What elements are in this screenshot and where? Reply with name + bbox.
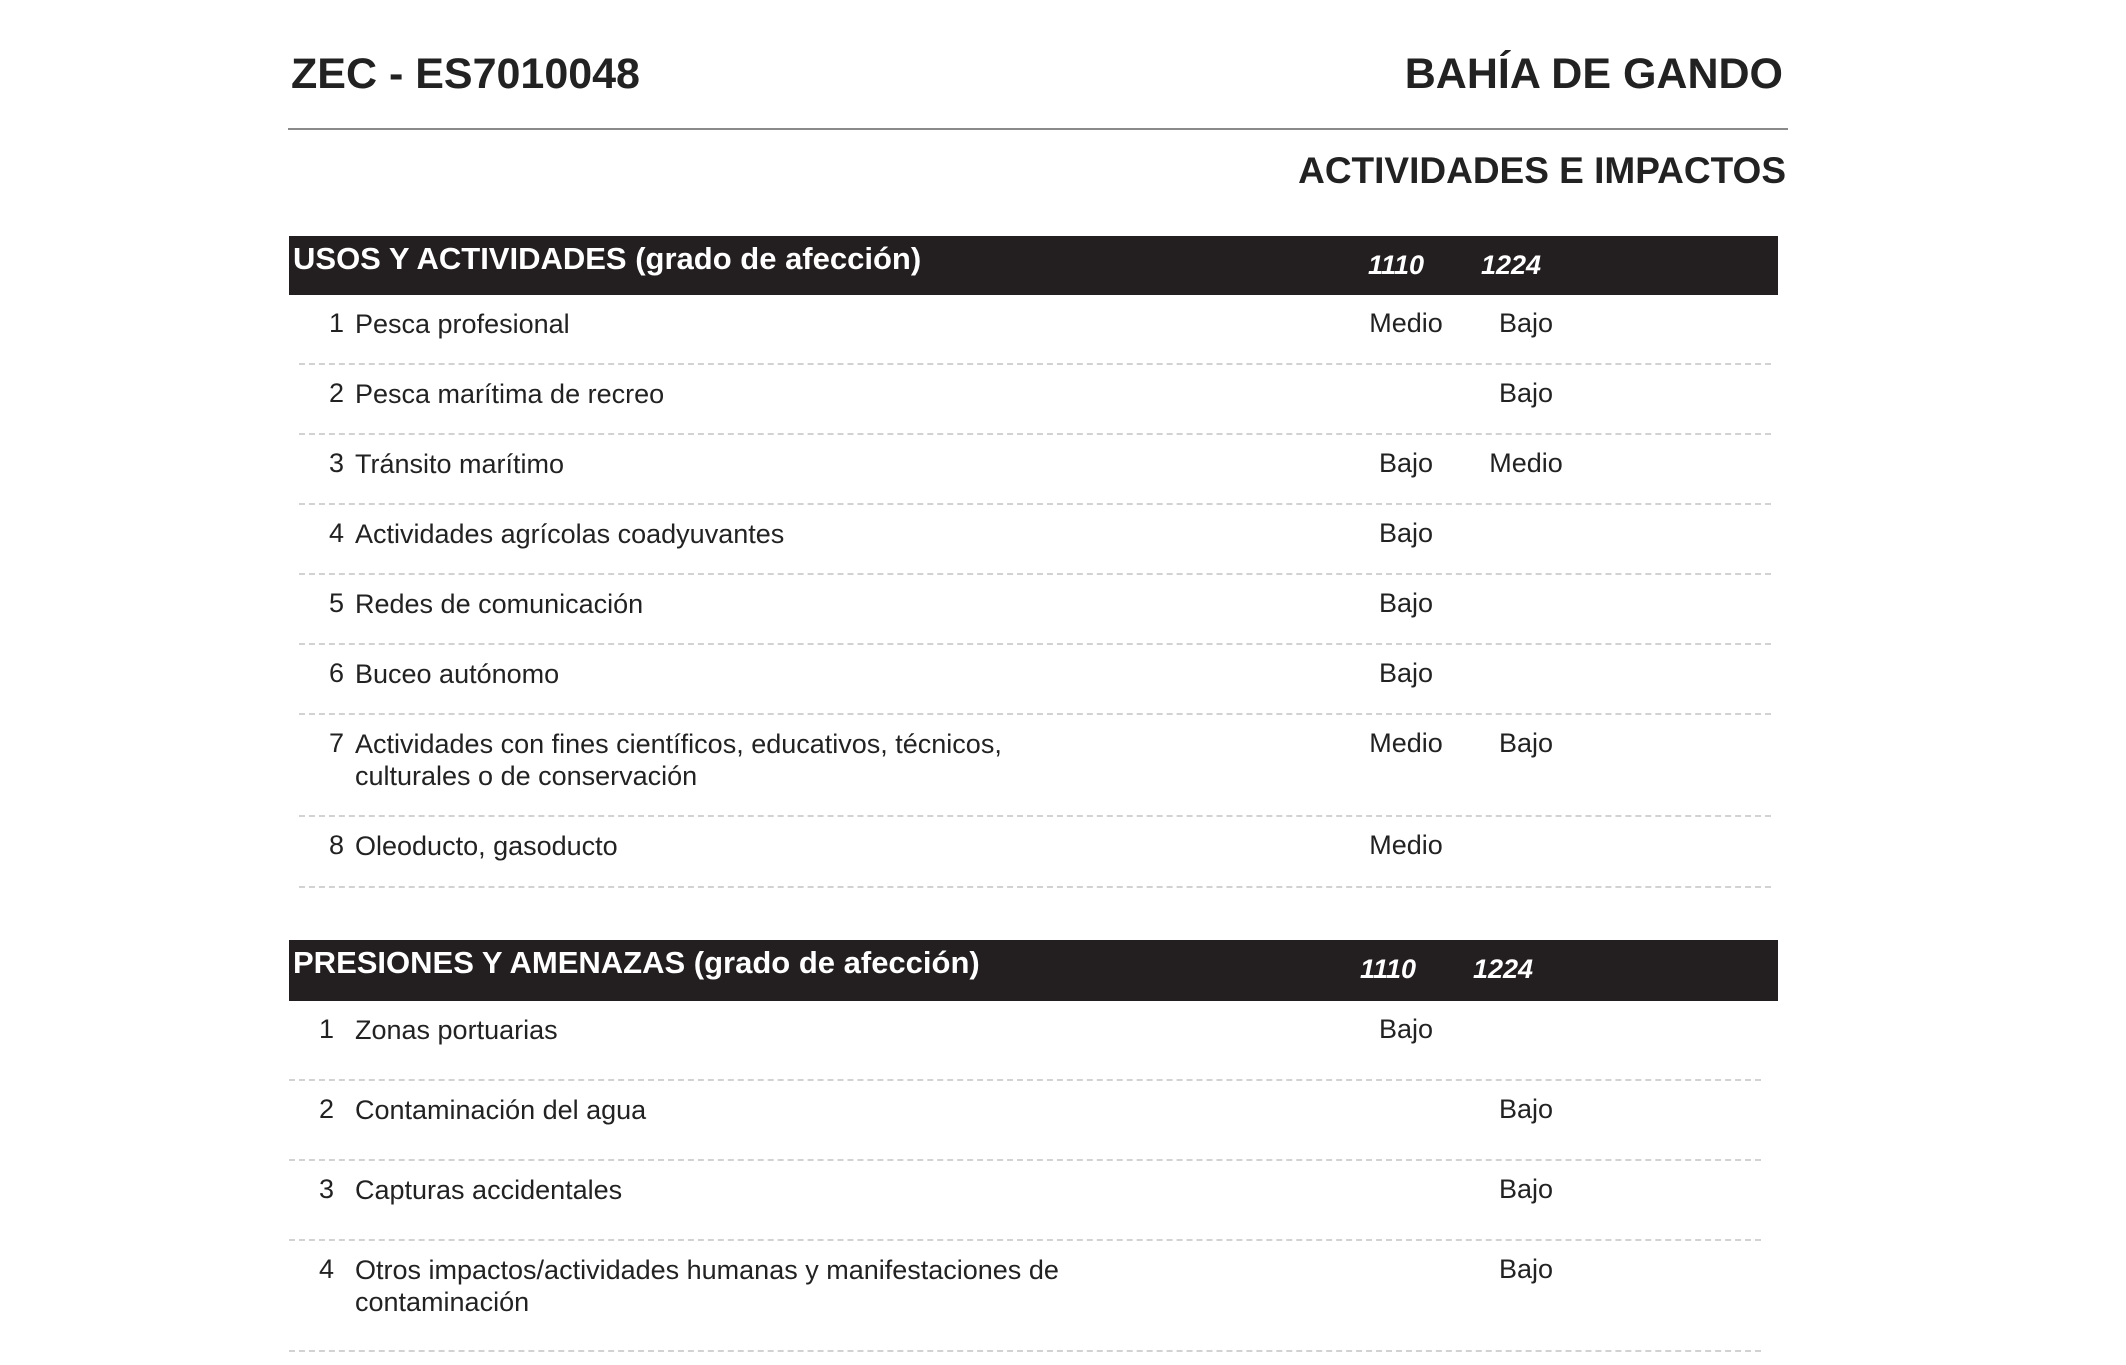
site-name: BAHÍA DE GANDO [1404,50,1783,98]
row-number: 1 [328,308,344,338]
table-row [299,505,1771,575]
table-row [299,817,1771,888]
row-label: Redes de comunicación [355,589,644,619]
value-1110: Bajo [1378,518,1434,548]
value-1224: Bajo [1498,378,1554,408]
presiones-table-header [289,940,1778,1001]
row-number: 4 [318,1254,334,1284]
presiones-table [289,940,1778,1352]
row-number: 3 [318,1174,334,1204]
table-row [289,1161,1761,1241]
section-title: ACTIVIDADES E IMPACTOS [1298,150,1786,191]
row-number: 4 [328,518,344,548]
row-number: 2 [318,1094,334,1124]
row-label: Pesca profesional [355,309,570,339]
row-label: Actividades con fines científicos, educativos, técnicos, culturales o de conservación [355,729,1002,791]
table-row [289,1001,1761,1081]
usos-table-title: USOS Y ACTIVIDADES (grado de afección) [293,241,922,276]
table-row [289,1081,1761,1161]
site-code: ZEC - ES7010048 [291,50,640,98]
row-number: 6 [328,658,344,688]
value-1110: Medio [1369,830,1443,860]
table-row [289,1241,1761,1352]
value-1224: Bajo [1498,308,1554,338]
table-row [299,365,1771,435]
column-header-1224: 1224 [1480,250,1542,280]
value-1224: Bajo [1498,1094,1554,1124]
value-1110: Bajo [1378,658,1434,688]
row-number: 7 [328,728,344,758]
value-1110: Bajo [1378,1014,1434,1044]
usos-table [289,236,1778,888]
row-label: Buceo autónomo [355,659,560,689]
row-number: 1 [318,1014,334,1044]
value-1224: Bajo [1498,1174,1554,1204]
row-label: Contaminación del agua [355,1095,647,1125]
value-1224: Medio [1489,448,1563,478]
row-label: Actividades agrícolas coadyuvantes [355,519,785,549]
value-1224: Bajo [1498,1254,1554,1284]
row-number: 3 [328,448,344,478]
row-label: Otros impactos/actividades humanas y manifestaciones de contaminación [355,1255,1059,1317]
row-number: 8 [328,830,344,860]
column-header-1110: 1110 [1359,954,1417,984]
column-header-1224: 1224 [1472,954,1534,984]
column-header-1110: 1110 [1367,250,1425,280]
value-1110: Bajo [1378,448,1434,478]
row-label: Zonas portuarias [355,1015,558,1045]
value-1110: Medio [1369,728,1443,758]
table-row [299,715,1771,817]
usos-table-header [289,236,1778,295]
table-row [299,295,1771,365]
row-number: 5 [328,588,344,618]
row-label: Capturas accidentales [355,1175,623,1205]
row-number: 2 [328,378,344,408]
value-1224: Bajo [1498,728,1554,758]
row-label: Pesca marítima de recreo [355,379,665,409]
table-row [299,575,1771,645]
presiones-table-title: PRESIONES Y AMENAZAS (grado de afección) [293,945,980,980]
value-1110: Bajo [1378,588,1434,618]
header-divider [288,128,1788,130]
row-label: Oleoducto, gasoducto [355,831,618,861]
table-row [299,645,1771,715]
table-row [299,435,1771,505]
value-1110: Medio [1369,308,1443,338]
row-label: Tránsito marítimo [355,449,565,479]
